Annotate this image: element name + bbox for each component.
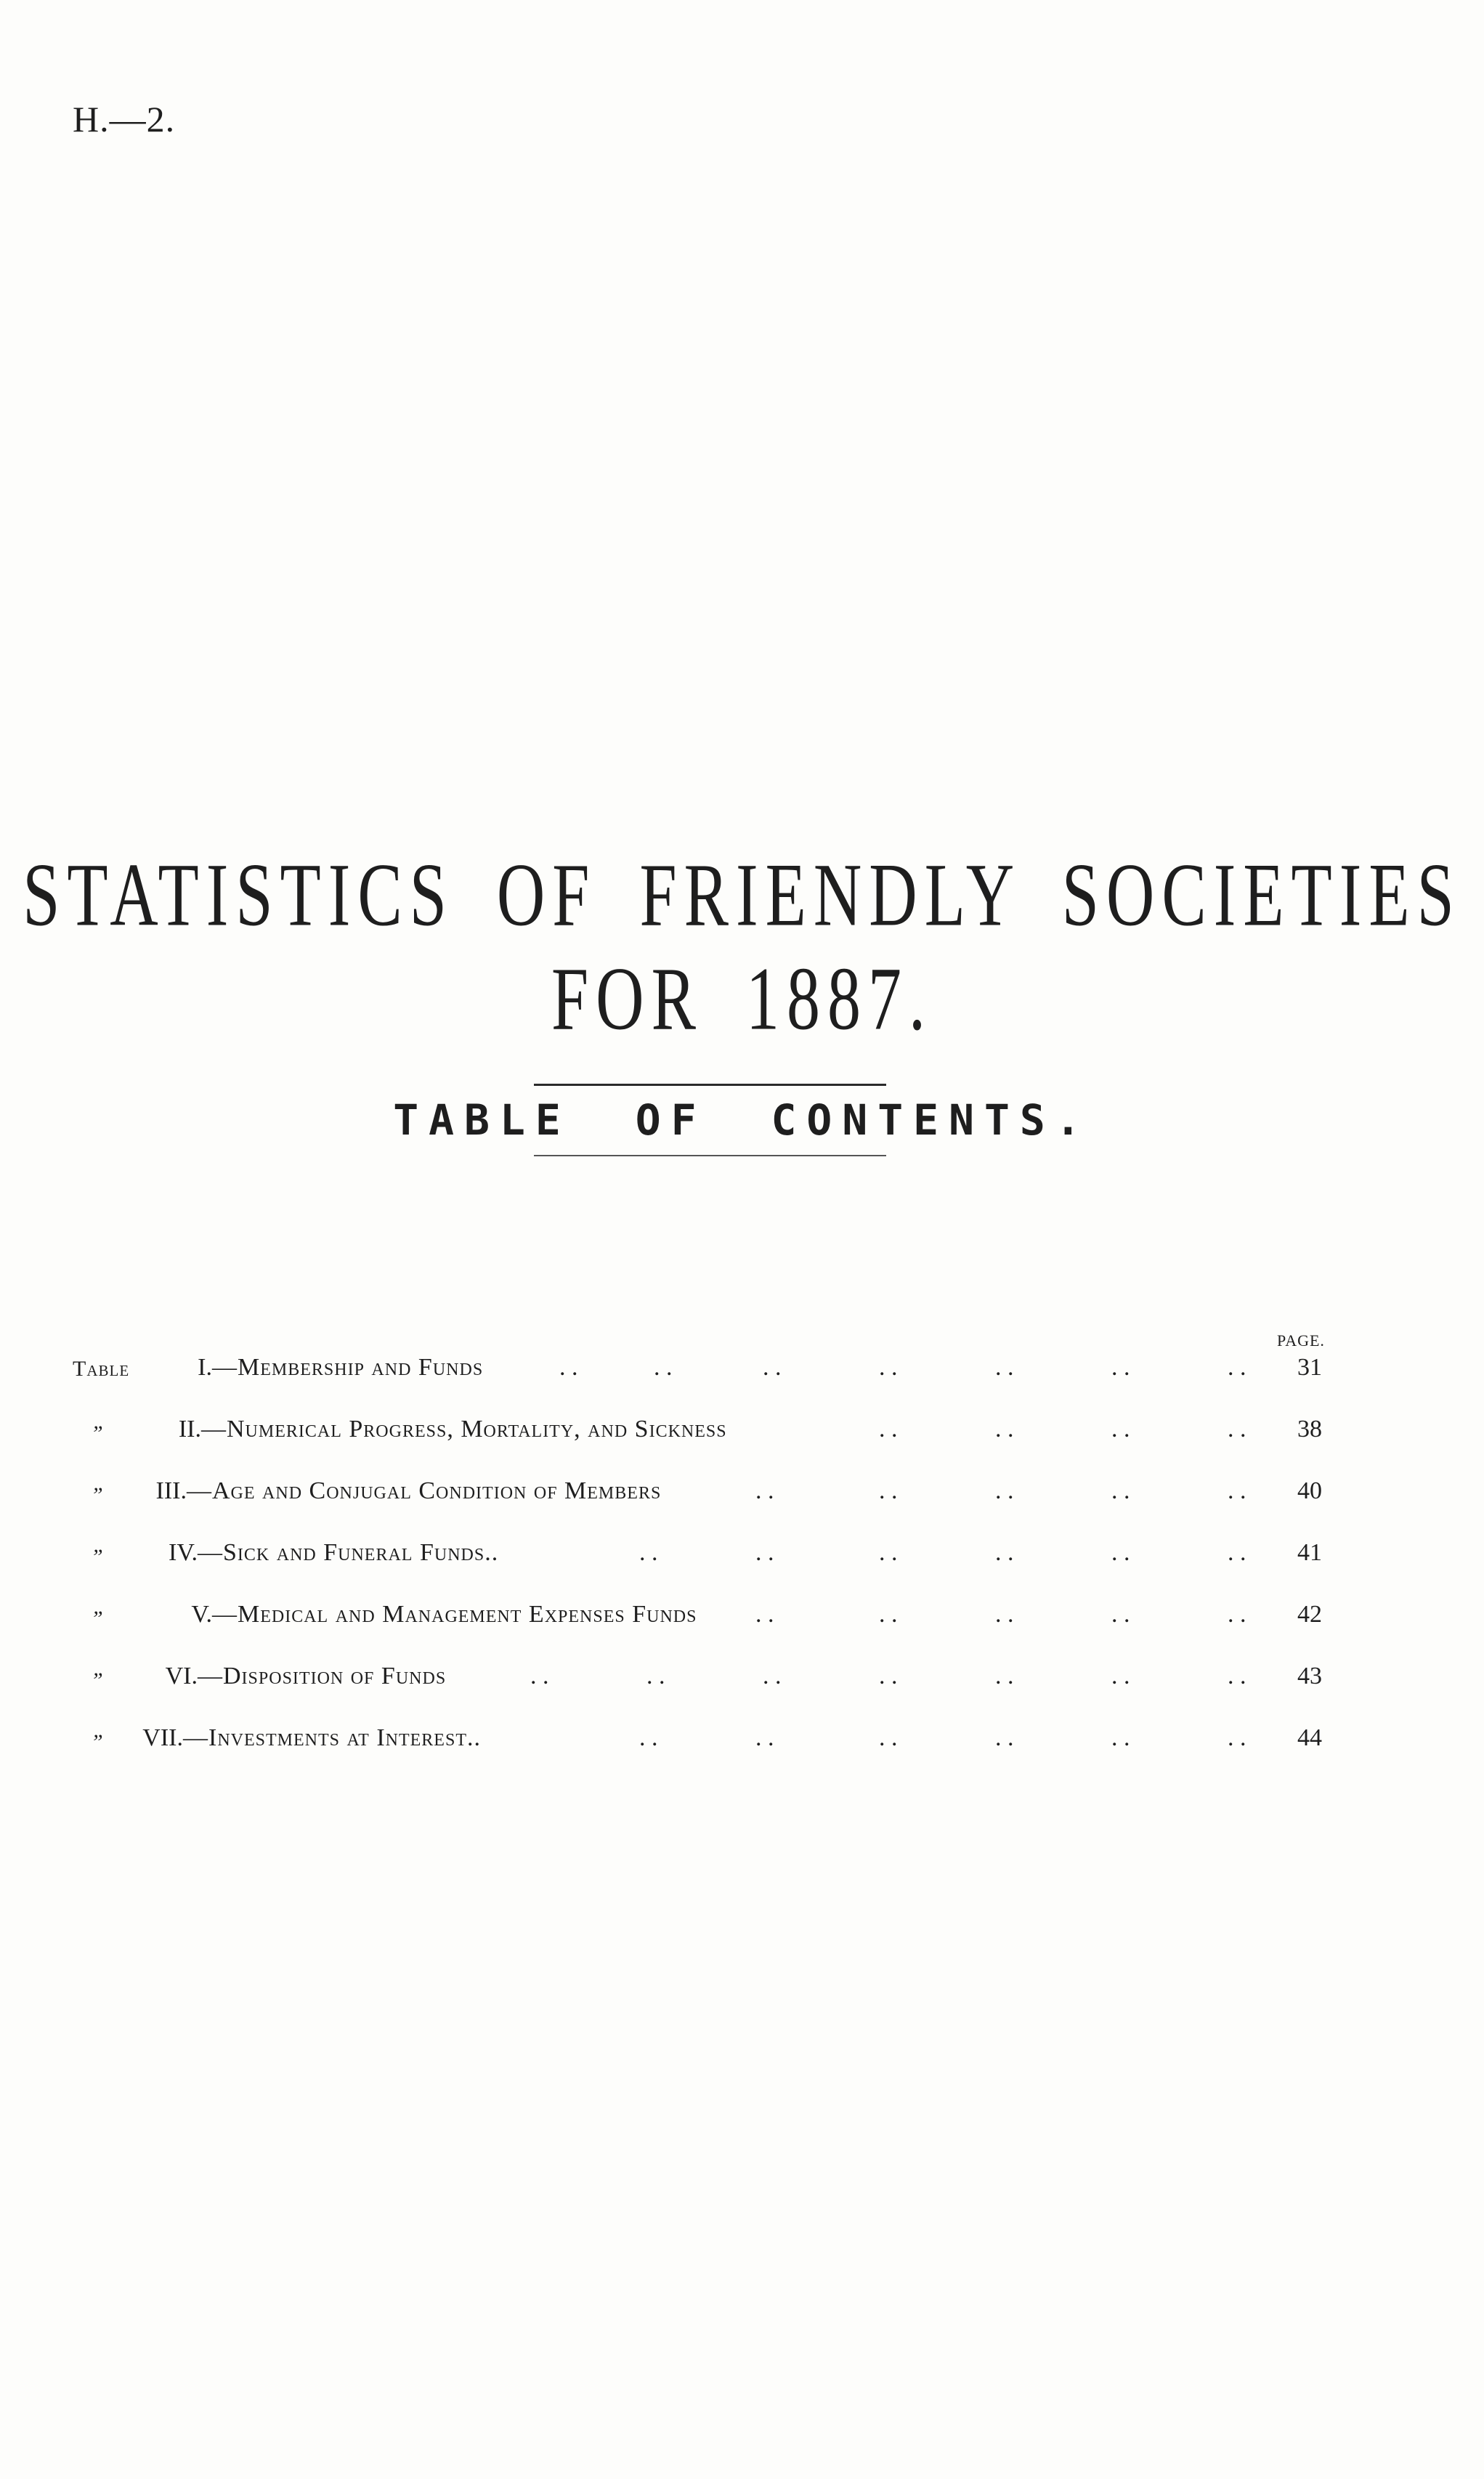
toc-entry-prefix: ”: [91, 1730, 103, 1754]
toc-entry-page: 31: [1297, 1354, 1322, 1381]
toc-entry-numeral: V.: [191, 1601, 212, 1628]
leader-dots: . .: [639, 1724, 658, 1751]
toc-entry-numeral: IV.: [169, 1539, 198, 1566]
toc-entry-page: 40: [1297, 1477, 1322, 1504]
leader-dots: . .: [755, 1539, 774, 1566]
toc-entry-title: —Membership and Funds: [212, 1354, 484, 1381]
leader-dots: . .: [879, 1416, 898, 1443]
leader-dots: . .: [646, 1663, 665, 1689]
toc-entry-prefix: ”: [91, 1421, 103, 1445]
leader-dots: . .: [995, 1416, 1014, 1443]
leader-dots: . .: [995, 1724, 1014, 1751]
leader-dots: . .: [763, 1354, 782, 1381]
leader-dots: . .: [879, 1601, 898, 1628]
heading-rule-top: [534, 1084, 886, 1086]
leader-dots: . .: [995, 1354, 1014, 1381]
leader-dots: . .: [755, 1601, 774, 1628]
document-title: STATISTICS OF FRIENDLY SOCIETIES FOR 1887.: [23, 844, 1461, 1049]
leader-dots: . .: [1228, 1601, 1246, 1628]
leader-dots: . .: [879, 1539, 898, 1566]
leader-dots: . .: [755, 1724, 774, 1751]
toc-entry-title: —Age and Conjugal Condition of Members: [187, 1477, 662, 1504]
leader-dots: . .: [1228, 1477, 1246, 1504]
leader-dots: . .: [879, 1663, 898, 1689]
toc-entry-prefix: ”: [91, 1483, 103, 1507]
leader-dots: . .: [1228, 1416, 1246, 1443]
toc-entry-numeral: VII.: [142, 1724, 183, 1751]
toc-entry: [0, 1413, 1484, 1456]
toc-entry-page: 43: [1297, 1663, 1322, 1689]
leader-dots: . .: [879, 1477, 898, 1504]
toc-entry-prefix: ”: [91, 1607, 103, 1631]
leader-dots: . .: [654, 1354, 673, 1381]
toc-entry-prefix: ”: [91, 1668, 103, 1692]
toc-entry: [0, 1474, 1484, 1518]
leader-dots: . .: [559, 1354, 578, 1381]
toc-entry-numeral: VI.: [165, 1663, 198, 1689]
leader-dots: . .: [1228, 1724, 1246, 1751]
toc-entry-title: —Numerical Progress, Mortality, and Sickness: [201, 1416, 727, 1443]
toc-entry: [0, 1721, 1484, 1765]
toc-entry: [0, 1598, 1484, 1642]
page-column-label: PAGE.: [1277, 1331, 1325, 1350]
toc-entry-title: —Medical and Management Expenses Funds: [212, 1601, 697, 1628]
leader-dots: . .: [995, 1663, 1014, 1689]
leader-dots: . .: [1111, 1477, 1130, 1504]
toc-entry: [0, 1660, 1484, 1703]
leader-dots: . .: [1111, 1539, 1130, 1566]
leader-dots: . .: [995, 1539, 1014, 1566]
toc-entry-title: —Disposition of Funds: [198, 1663, 447, 1689]
leader-dots: . .: [763, 1663, 782, 1689]
leader-dots: . .: [1111, 1724, 1130, 1751]
leader-dots: . .: [1111, 1416, 1130, 1443]
toc-entry-page: 38: [1297, 1416, 1322, 1443]
toc-entry-prefix: ”: [91, 1545, 103, 1569]
toc-heading: TABLE OF CONTENTS.: [393, 1095, 1091, 1145]
toc-entry-title: —Investments at Interest..: [183, 1724, 481, 1751]
leader-dots: . .: [639, 1539, 658, 1566]
leader-dots: . .: [879, 1724, 898, 1751]
toc-entry-page: 42: [1297, 1601, 1322, 1628]
toc-entry-prefix: Table: [73, 1357, 130, 1381]
toc-entry-numeral: I.: [198, 1354, 212, 1381]
leader-dots: . .: [879, 1354, 898, 1381]
leader-dots: . .: [995, 1477, 1014, 1504]
heading-rule-bottom: [534, 1155, 886, 1156]
leader-dots: . .: [530, 1663, 549, 1689]
toc-entry-numeral: II.: [178, 1416, 201, 1443]
leader-dots: . .: [1228, 1539, 1246, 1566]
leader-dots: . .: [1111, 1601, 1130, 1628]
leader-dots: . .: [1228, 1354, 1246, 1381]
toc-entry-numeral: III.: [155, 1477, 187, 1504]
leader-dots: . .: [1111, 1354, 1130, 1381]
leader-dots: . .: [1111, 1663, 1130, 1689]
toc-entry-title: —Sick and Funeral Funds..: [198, 1539, 499, 1566]
toc-entry-page: 44: [1297, 1724, 1322, 1751]
toc-entry: [0, 1351, 1484, 1395]
leader-dots: . .: [755, 1477, 774, 1504]
toc-entry: [0, 1536, 1484, 1580]
leader-dots: . .: [1228, 1663, 1246, 1689]
toc-entry-page: 41: [1297, 1539, 1322, 1566]
leader-dots: . .: [995, 1601, 1014, 1628]
page-reference: H.—2.: [73, 99, 176, 139]
